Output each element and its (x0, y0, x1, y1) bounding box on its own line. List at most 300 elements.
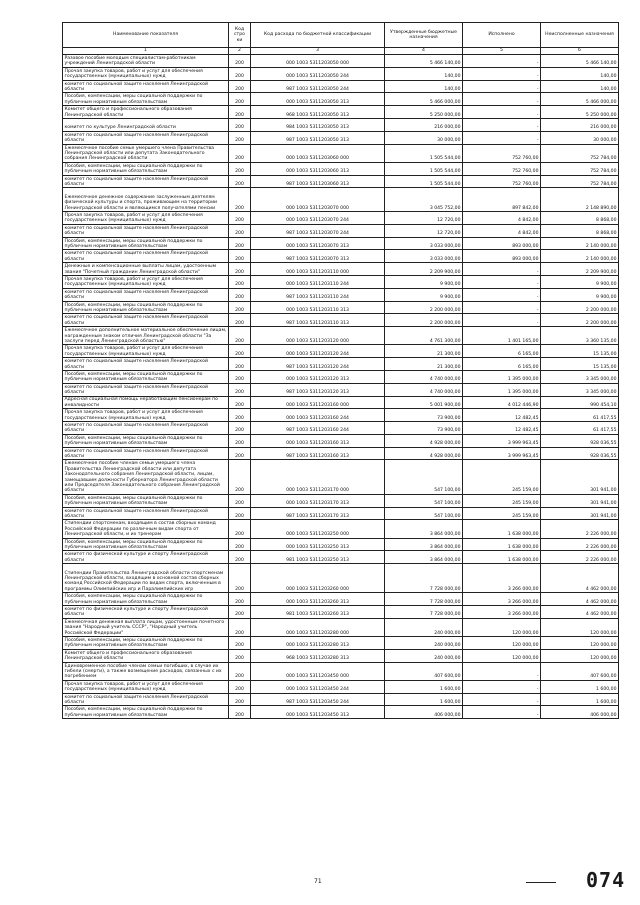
row-name: Прочая закупка товаров, работ и услуг для обеспечения государственных (муниципальных) нужд (63, 275, 229, 288)
row-kbk: 000 1003 5311203250 000 (251, 520, 385, 538)
row-approved: 73 900,00 (385, 422, 463, 435)
row-code: 200 (229, 175, 251, 188)
header-number: 5 (463, 48, 541, 55)
row-code: 200 (229, 409, 251, 422)
row-code: 200 (229, 188, 251, 212)
row-unexecuted: 5 250 000,00 (541, 106, 619, 119)
row-code: 200 (229, 288, 251, 301)
table-body (63, 55, 619, 719)
row-unexecuted: 140,00 (541, 80, 619, 93)
row-unexecuted: 406 000,00 (541, 706, 619, 719)
row-kbk: 000 1003 5311203050 244 (251, 67, 385, 80)
row-approved: 406 000,00 (385, 706, 463, 719)
row-executed: 6 165,00 (463, 345, 541, 358)
report-sheet (62, 22, 618, 719)
row-approved: 5 466 140,00 (385, 55, 463, 68)
row-executed: 4 012 446,90 (463, 396, 541, 409)
row-approved: 4 740 000,00 (385, 370, 463, 383)
row-unexecuted: 15 135,00 (541, 345, 619, 358)
row-executed: 12 482,45 (463, 409, 541, 422)
table-row (63, 447, 619, 460)
row-executed: 1 638 000,00 (463, 538, 541, 551)
row-kbk: 987 1003 5311203050 244 (251, 80, 385, 93)
row-approved: 240 000,00 (385, 649, 463, 662)
row-unexecuted: 4 462 000,00 (541, 593, 619, 606)
row-approved: 3 864 000,00 (385, 551, 463, 564)
row-kbk: 000 1003 5311203170 000 (251, 460, 385, 494)
table-row (63, 383, 619, 396)
row-approved: 2 200 000,00 (385, 301, 463, 314)
row-approved: 240 000,00 (385, 618, 463, 636)
row-name: Стипендии спортсменам, входящим в состав сборных команд Российской Федерации по различным видам спорта от Ленинградской области, и их тренерам (63, 520, 229, 538)
row-code: 200 (229, 649, 251, 662)
row-approved: 3 033 000,00 (385, 237, 463, 250)
row-executed: - (463, 693, 541, 706)
row-code: 200 (229, 693, 251, 706)
row-kbk: 000 1003 5311203450 313 (251, 706, 385, 719)
row-name: комитет по социальной защите населения Ленинградской области (63, 693, 229, 706)
row-approved: 3 033 000,00 (385, 250, 463, 263)
header-code: Код стро ки (229, 23, 251, 48)
row-unexecuted: 4 462 000,00 (541, 564, 619, 593)
row-kbk: 000 1003 5311203120 000 (251, 327, 385, 345)
row-approved: 7 728 000,00 (385, 606, 463, 619)
table-row (63, 662, 619, 680)
row-executed: 3 999 963,45 (463, 434, 541, 447)
row-executed: 4 842,00 (463, 211, 541, 224)
row-approved: 547 100,00 (385, 507, 463, 520)
row-kbk: 000 1003 5311203450 000 (251, 662, 385, 680)
table-row (63, 67, 619, 80)
row-code: 200 (229, 275, 251, 288)
row-kbk: 987 1003 5311203160 313 (251, 447, 385, 460)
row-executed: - (463, 288, 541, 301)
table-row (63, 175, 619, 188)
row-name: комитет по социальной защите населения Ленинградской области (63, 422, 229, 435)
row-kbk: 000 1003 5311203260 000 (251, 564, 385, 593)
table-row (63, 237, 619, 250)
row-kbk: 000 1003 5311203060 000 (251, 144, 385, 162)
row-approved: 1 600,00 (385, 680, 463, 693)
row-unexecuted: 3 345 000,00 (541, 383, 619, 396)
row-unexecuted: 752 784,00 (541, 162, 619, 175)
row-approved: 3 864 000,00 (385, 520, 463, 538)
row-unexecuted: 61 417,55 (541, 422, 619, 435)
table-row (63, 593, 619, 606)
row-name: Разовое пособие молодым специалистам-работникам учреждений Ленинградской области (63, 55, 229, 68)
table-row (63, 649, 619, 662)
footer-line (526, 882, 556, 883)
row-executed: 752 760,00 (463, 162, 541, 175)
row-approved: 3 045 752,00 (385, 188, 463, 212)
row-unexecuted: 1 600,00 (541, 693, 619, 706)
row-name: Ежемесячная денежная выплата лицам, удостоенным почетного звания "Народный учитель СССР", "Народный учитель Российской Федерации" (63, 618, 229, 636)
row-code: 200 (229, 67, 251, 80)
row-name: Пособия, компенсации, меры социальной поддержки по публичным нормативным обязательствам (63, 538, 229, 551)
row-code: 200 (229, 383, 251, 396)
row-name: Пособия, компенсации, меры социальной поддержки по публичным нормативным обязательствам (63, 637, 229, 650)
row-unexecuted: 8 868,00 (541, 224, 619, 237)
row-kbk: 984 1003 5311203050 313 (251, 118, 385, 131)
table-row (63, 224, 619, 237)
row-name: комитет по социальной защите населения Ленинградской области (63, 288, 229, 301)
header-approved: Утвержденные бюджетные назначения (385, 23, 463, 48)
row-kbk: 981 1003 5311203250 313 (251, 551, 385, 564)
row-name: Пособия, компенсации, меры социальной поддержки по публичным нормативным обязательствам (63, 494, 229, 507)
row-code: 200 (229, 162, 251, 175)
row-unexecuted: 61 417,55 (541, 409, 619, 422)
header-number: 1 (63, 48, 229, 55)
row-unexecuted: 4 462 000,00 (541, 606, 619, 619)
row-code: 200 (229, 422, 251, 435)
row-name: Пособия, компенсации, меры социальной поддержки по публичным нормативным обязательствам (63, 434, 229, 447)
row-executed: 3 266 000,00 (463, 606, 541, 619)
row-kbk: 000 1003 5311203450 244 (251, 680, 385, 693)
row-kbk: 987 1003 5311203070 313 (251, 250, 385, 263)
row-kbk: 987 1003 5311203160 244 (251, 422, 385, 435)
table-row (63, 606, 619, 619)
row-approved: 3 864 000,00 (385, 538, 463, 551)
header-name: Наименование показателя (63, 23, 229, 48)
row-kbk: 000 1003 5311203120 313 (251, 370, 385, 383)
row-executed: 3 266 000,00 (463, 593, 541, 606)
row-name: Пособия, компенсации, меры социальной поддержки по публичным нормативным обязательствам (63, 593, 229, 606)
row-code: 200 (229, 593, 251, 606)
row-name: комитет по социальной защите населения Ленинградской области (63, 383, 229, 396)
table-row (63, 55, 619, 68)
row-executed: 245 159,00 (463, 494, 541, 507)
row-approved: 240 000,00 (385, 637, 463, 650)
row-kbk: 000 1003 5311203250 313 (251, 538, 385, 551)
row-code: 200 (229, 520, 251, 538)
row-name: Адресная социальная помощь неработающим пенсионерам по инвалидности (63, 396, 229, 409)
row-unexecuted: 301 941,00 (541, 507, 619, 520)
row-kbk: 000 1003 5311203160 244 (251, 409, 385, 422)
row-code: 200 (229, 211, 251, 224)
table-row (63, 706, 619, 719)
row-unexecuted: 928 036,55 (541, 447, 619, 460)
row-kbk: 000 1003 5311203280 313 (251, 637, 385, 650)
row-kbk: 987 1003 5311203050 313 (251, 131, 385, 144)
table-row (63, 275, 619, 288)
header-executed: Исполнено (463, 23, 541, 48)
table-row (63, 188, 619, 212)
row-code: 200 (229, 106, 251, 119)
row-unexecuted: 990 454,10 (541, 396, 619, 409)
row-code: 200 (229, 538, 251, 551)
row-kbk: 000 1003 5311203070 000 (251, 188, 385, 212)
row-kbk: 000 1003 5311203260 313 (251, 593, 385, 606)
table-row (63, 693, 619, 706)
table-row (63, 106, 619, 119)
row-unexecuted: 8 868,00 (541, 211, 619, 224)
row-executed: 120 000,00 (463, 637, 541, 650)
table-row (63, 637, 619, 650)
table-row (63, 434, 619, 447)
row-name: Прочая закупка товаров, работ и услуг для обеспечения государственных (муниципальных) нужд (63, 345, 229, 358)
row-unexecuted: 2 200 000,00 (541, 301, 619, 314)
row-name: Пособия, компенсации, меры социальной поддержки по публичным нормативным обязательствам (63, 237, 229, 250)
row-kbk: 987 1003 5311203110 313 (251, 314, 385, 327)
row-approved: 2 209 900,00 (385, 263, 463, 276)
row-name: Комитет общего и профессионального образования Ленинградской области (63, 649, 229, 662)
row-approved: 12 720,00 (385, 211, 463, 224)
handwritten-page-stamp: 074 (586, 868, 626, 892)
row-unexecuted: 2 200 000,00 (541, 314, 619, 327)
row-name: Пособия, компенсации, меры социальной поддержки по публичным нормативным обязательствам (63, 162, 229, 175)
row-unexecuted: 2 226 000,00 (541, 520, 619, 538)
row-code: 200 (229, 80, 251, 93)
row-kbk: 000 1003 5311203170 313 (251, 494, 385, 507)
row-name: комитет по социальной защите населения Ленинградской области (63, 358, 229, 371)
row-approved: 9 900,00 (385, 275, 463, 288)
row-name: Пособия, компенсации, меры социальной поддержки по публичным нормативным обязательствам (63, 706, 229, 719)
header-number: 2 (229, 48, 251, 55)
row-executed: 1 638 000,00 (463, 520, 541, 538)
row-kbk: 987 1003 5311203110 244 (251, 288, 385, 301)
table-row (63, 680, 619, 693)
row-executed: 1 638 000,00 (463, 551, 541, 564)
row-name: комитет по социальной защите населения Ленинградской области (63, 224, 229, 237)
table-row (63, 618, 619, 636)
row-code: 200 (229, 447, 251, 460)
row-code: 200 (229, 250, 251, 263)
row-code: 200 (229, 434, 251, 447)
row-name: комитет по физической культуре и спорту Ленинградской области (63, 606, 229, 619)
row-unexecuted: 2 140 000,00 (541, 237, 619, 250)
row-kbk: 968 1003 5311203050 313 (251, 106, 385, 119)
row-unexecuted: 2 226 000,00 (541, 538, 619, 551)
row-approved: 407 600,00 (385, 662, 463, 680)
row-name: Пособия, компенсации, меры социальной поддержки по публичным нормативным обязательствам (63, 370, 229, 383)
table-row (63, 520, 619, 538)
row-code: 200 (229, 314, 251, 327)
row-code: 200 (229, 494, 251, 507)
row-executed: - (463, 263, 541, 276)
table-row (63, 327, 619, 345)
row-unexecuted: 5 466 140,00 (541, 55, 619, 68)
row-name: Прочая закупка товаров, работ и услуг для обеспечения государственных (муниципальных) нужд (63, 409, 229, 422)
table-row (63, 358, 619, 371)
row-kbk: 000 1003 5311203160 000 (251, 396, 385, 409)
row-unexecuted: 30 000,00 (541, 131, 619, 144)
table-row (63, 162, 619, 175)
row-kbk: 981 1003 5311203260 313 (251, 606, 385, 619)
row-name: комитет по социальной защите населения Ленинградской области (63, 175, 229, 188)
table-row (63, 345, 619, 358)
row-code: 200 (229, 144, 251, 162)
row-code: 200 (229, 237, 251, 250)
row-name: комитет по социальной защите населения Ленинградской области (63, 80, 229, 93)
row-executed: 893 000,00 (463, 250, 541, 263)
row-executed: 1 395 000,00 (463, 383, 541, 396)
row-name: комитет по социальной защите населения Ленинградской области (63, 507, 229, 520)
row-name: Прочая закупка товаров, работ и услуг для обеспечения государственных (муниципальных) нужд (63, 680, 229, 693)
page-number: 71 (314, 878, 322, 885)
row-approved: 140,00 (385, 80, 463, 93)
row-unexecuted: 301 941,00 (541, 494, 619, 507)
row-approved: 2 200 000,00 (385, 314, 463, 327)
row-unexecuted: 2 226 000,00 (541, 551, 619, 564)
row-executed: 752 760,00 (463, 144, 541, 162)
header-number: 6 (541, 48, 619, 55)
row-approved: 5 250 000,00 (385, 106, 463, 119)
row-code: 200 (229, 224, 251, 237)
row-name: Пособия, компенсации, меры социальной поддержки по публичным нормативным обязательствам (63, 93, 229, 106)
row-code: 200 (229, 460, 251, 494)
table-row (63, 370, 619, 383)
table-row (63, 144, 619, 162)
row-code: 200 (229, 93, 251, 106)
header-number: 3 (251, 48, 385, 55)
row-executed: - (463, 662, 541, 680)
row-code: 200 (229, 564, 251, 593)
row-executed: 120 000,00 (463, 649, 541, 662)
row-kbk: 987 1003 5311203070 244 (251, 224, 385, 237)
row-unexecuted: 9 900,00 (541, 288, 619, 301)
row-kbk: 000 1003 5311203110 313 (251, 301, 385, 314)
header-number: 4 (385, 48, 463, 55)
row-code: 200 (229, 358, 251, 371)
row-executed: - (463, 118, 541, 131)
row-kbk: 000 1003 5311203110 000 (251, 263, 385, 276)
row-kbk: 000 1003 5311203070 313 (251, 237, 385, 250)
row-executed: - (463, 706, 541, 719)
row-name: Единовременное пособие членам семьи погибших, в случае их гибели (смерти), а также возмещение расходов, связанных с их погребением (63, 662, 229, 680)
row-approved: 1 505 544,00 (385, 144, 463, 162)
table-row (63, 507, 619, 520)
row-executed: 897 842,00 (463, 188, 541, 212)
row-name: комитет по социальной защите населения Ленинградской области (63, 447, 229, 460)
row-unexecuted: 140,00 (541, 67, 619, 80)
row-executed: 893 000,00 (463, 237, 541, 250)
budget-table (62, 22, 619, 719)
row-name: Стипендии Правительства Ленинградской области спортсменам Ленинградской области, входящим в основной состав сборных команд Российской Федерации по видам спорта, включенным в программы Олимпийских игр и Паралимпийских игр (63, 564, 229, 593)
table-row (63, 263, 619, 276)
row-executed: 3 266 000,00 (463, 564, 541, 593)
row-unexecuted: 1 600,00 (541, 680, 619, 693)
row-name: Ежемесячное пособие членам семьи умершего члена Правительства Ленинградской области или депутата Законодательного собрания Ленинградской области, лицам, замещавшим должности Губернатора Ленинградской области или Председателя Законодательного собрания Ленинградской области (63, 460, 229, 494)
table-row (63, 250, 619, 263)
row-executed: 6 165,00 (463, 358, 541, 371)
row-unexecuted: 752 784,00 (541, 175, 619, 188)
row-executed: 120 000,00 (463, 618, 541, 636)
row-name: Пособия, компенсации, меры социальной поддержки по публичным нормативным обязательствам (63, 301, 229, 314)
row-name: комитет по социальной защите населения Ленинградской области (63, 131, 229, 144)
row-unexecuted: 3 360 135,00 (541, 327, 619, 345)
row-unexecuted: 2 148 890,00 (541, 188, 619, 212)
row-name: Ежемесячное дополнительное материальное обеспечение лицам, награжденным знаком отличия Ленинградской области "За заслуги перед Ленинградской областью" (63, 327, 229, 345)
row-code: 200 (229, 370, 251, 383)
row-executed: 245 159,00 (463, 460, 541, 494)
row-executed: - (463, 301, 541, 314)
row-kbk: 000 1003 5311203280 000 (251, 618, 385, 636)
row-approved: 9 900,00 (385, 288, 463, 301)
row-kbk: 000 1003 5311203160 313 (251, 434, 385, 447)
row-name: комитет по социальной защите населения Ленинградской области (63, 250, 229, 263)
row-name: комитет по физической культуре и спорту Ленинградской области (63, 551, 229, 564)
row-approved: 1 505 544,00 (385, 175, 463, 188)
row-approved: 140,00 (385, 67, 463, 80)
row-code: 200 (229, 680, 251, 693)
table-row (63, 422, 619, 435)
table-row (63, 131, 619, 144)
table-row (63, 494, 619, 507)
row-executed: 12 482,45 (463, 422, 541, 435)
row-kbk: 987 1003 5311203060 313 (251, 175, 385, 188)
header-unexecuted: Неисполненные назначения (541, 23, 619, 48)
row-code: 200 (229, 618, 251, 636)
header-kbk: Код расхода по бюджетной классификации (251, 23, 385, 48)
row-approved: 7 728 000,00 (385, 593, 463, 606)
row-executed: 1 395 000,00 (463, 370, 541, 383)
row-executed: 245 159,00 (463, 507, 541, 520)
row-unexecuted: 216 000,00 (541, 118, 619, 131)
row-approved: 1 505 544,00 (385, 162, 463, 175)
row-code: 200 (229, 706, 251, 719)
row-executed: - (463, 680, 541, 693)
row-unexecuted: 407 600,00 (541, 662, 619, 680)
row-unexecuted: 2 140 000,00 (541, 250, 619, 263)
row-executed: - (463, 67, 541, 80)
row-approved: 216 000,00 (385, 118, 463, 131)
row-executed: - (463, 55, 541, 68)
row-kbk: 987 1003 5311203120 313 (251, 383, 385, 396)
row-unexecuted: 15 135,00 (541, 358, 619, 371)
row-name: Прочая закупка товаров, работ и услуг для обеспечения государственных (муниципальных) нужд (63, 211, 229, 224)
row-approved: 4 928 000,00 (385, 447, 463, 460)
row-unexecuted: 301 941,00 (541, 460, 619, 494)
row-code: 200 (229, 396, 251, 409)
table-row (63, 538, 619, 551)
row-executed: - (463, 314, 541, 327)
row-approved: 21 300,00 (385, 345, 463, 358)
row-kbk: 000 1003 5311203070 244 (251, 211, 385, 224)
row-approved: 4 928 000,00 (385, 434, 463, 447)
row-executed: 752 760,00 (463, 175, 541, 188)
row-code: 200 (229, 118, 251, 131)
row-unexecuted: 2 209 900,00 (541, 263, 619, 276)
table-row (63, 409, 619, 422)
table-row (63, 80, 619, 93)
row-kbk: 968 1003 5311203280 313 (251, 649, 385, 662)
row-kbk: 000 1003 5311203050 000 (251, 55, 385, 68)
row-unexecuted: 752 784,00 (541, 144, 619, 162)
row-code: 200 (229, 637, 251, 650)
row-code: 200 (229, 55, 251, 68)
table-row (63, 314, 619, 327)
row-unexecuted: 928 036,55 (541, 434, 619, 447)
row-name: Прочая закупка товаров, работ и услуг для обеспечения государственных (муниципальных) нужд (63, 67, 229, 80)
header-number-row (63, 48, 619, 55)
row-approved: 73 900,00 (385, 409, 463, 422)
row-unexecuted: 120 000,00 (541, 649, 619, 662)
row-approved: 5 001 900,00 (385, 396, 463, 409)
row-unexecuted: 5 466 000,00 (541, 93, 619, 106)
row-kbk: 000 1003 5311203120 244 (251, 345, 385, 358)
row-name: Денежные и компенсационные выплаты лицам, удостоенным звания "Почетный гражданин Ленинградской области" (63, 263, 229, 276)
row-code: 200 (229, 662, 251, 680)
row-executed: - (463, 93, 541, 106)
row-name: комитет по культуре Ленинградской области (63, 118, 229, 131)
row-approved: 30 000,00 (385, 131, 463, 144)
row-approved: 5 466 000,00 (385, 93, 463, 106)
row-approved: 7 728 000,00 (385, 564, 463, 593)
row-executed: - (463, 106, 541, 119)
row-executed: 1 401 165,00 (463, 327, 541, 345)
row-kbk: 987 1003 5311203170 313 (251, 507, 385, 520)
row-name: Ежемесячное пособие семье умершего члена Правительства Ленинградской области или депутата Законодательного собрания Ленинградской области (63, 144, 229, 162)
